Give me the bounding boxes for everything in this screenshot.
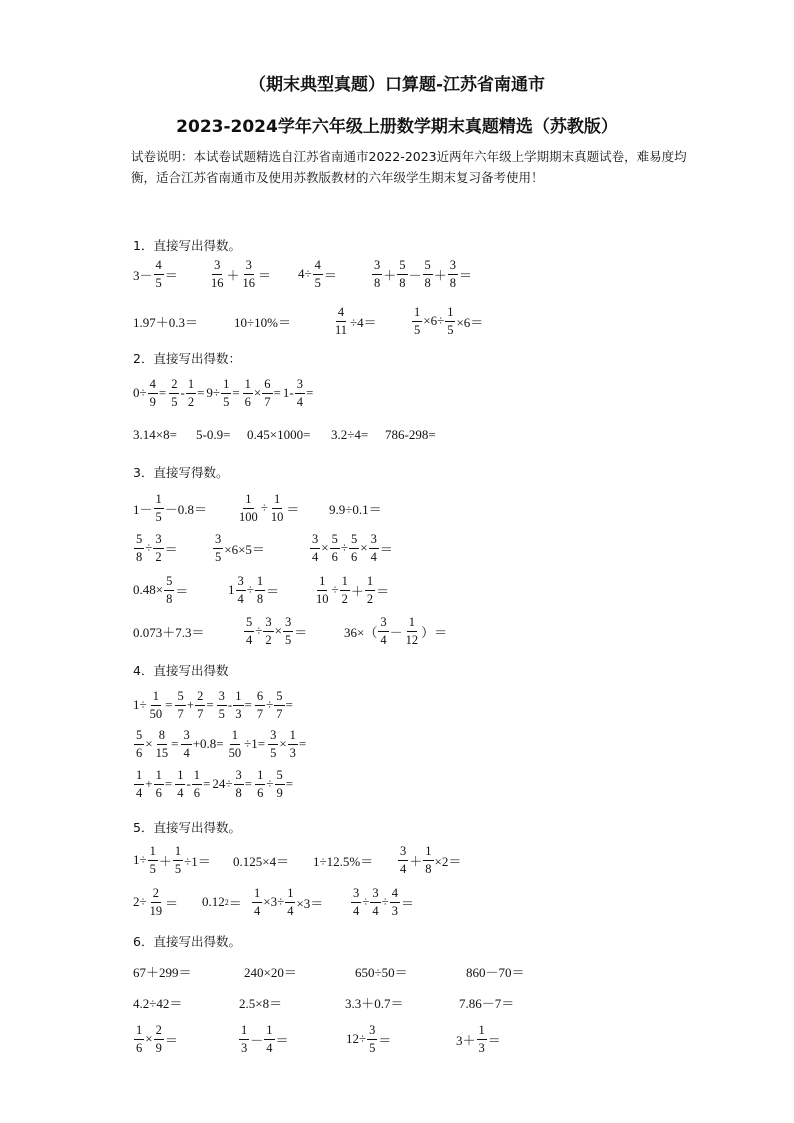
fraction: $\frac{1}{4}$ [136,768,143,800]
problem: $\frac{1}{10}$ ÷ $\frac{1}{2}$ ＋ $\frac{1}{2}$ ＝ [316,574,390,606]
fraction: $\frac{1}{6}$ [193,768,201,800]
fraction: $\frac{1}{4}$ [177,768,184,800]
fraction: $\frac{1}{3}$ [478,1023,485,1055]
fraction: $\frac{5}{9}$ [276,768,283,800]
section-2-heading: 2．直接写出得数： [133,351,241,366]
problem: $\frac{3}{4}$ ＋ $\frac{1}{8}$ ×2＝ [400,844,462,876]
section-4-row-3 [0,764,794,804]
section-3-heading: 3．直接写得数。 [133,465,229,480]
fraction: $\frac{1}{5}$ [414,305,421,337]
fraction: $\frac{1}{3}$ [235,689,242,721]
problem: $\frac{1}{6}$ × $\frac{2}{9}$ ＝ [136,1023,178,1055]
section-5-heading: 5．直接写出得数。 [133,820,241,835]
section-3-row-2 [0,528,794,568]
problem: 3.2÷4= [331,427,369,442]
fraction: $\frac{1}{5}$ [447,305,454,337]
problem: 5-0.9= [196,427,231,442]
section-1-row-1 [0,254,794,294]
fraction: $\frac{5}{8}$ [136,532,143,564]
problem: 1÷12.5%＝ [313,853,374,869]
problem: $\frac{5}{8}$ ÷ $\frac{3}{2}$ ＝ [136,532,178,564]
fraction: $\frac{5}{8}$ [399,258,406,290]
fraction: $\frac{1}{3}$ [289,728,296,760]
section-1-heading: 1．直接写出得数。 [133,238,241,253]
problem-list: $\frac{5}{6}$ × $\frac{8}{15}$ = $\frac{3}{4}$ +0.8= $\frac{1}{50}$ ÷1= $\frac{3}{5}$ × $\frac{1}{3}$ = [136,728,307,760]
problem: 36×（ $\frac{3}{4}$ － $\frac{1}{12}$ ）＝ [344,615,448,647]
section-3-row-3 [0,570,794,610]
fraction: $\frac{1}{6}$ [155,768,162,800]
fraction: $\frac{3}{8}$ [235,768,242,800]
fraction: $\frac{3}{4}$ [296,377,303,409]
problem: $\frac{3}{4}$ ÷ $\frac{3}{4}$ ÷ $\frac{4}{3}$ ＝ [353,886,415,918]
problem: $\frac{5}{4}$ ÷ $\frac{3}{2}$ × $\frac{3}{5}$ ＝ [246,615,308,647]
fraction: $\frac{5}{6}$ [136,728,143,760]
fraction: $\frac{5}{7}$ [177,689,184,721]
fraction: $\frac{3}{8}$ [449,258,457,290]
section-4-row-1 [0,685,794,725]
fraction: $\frac{1}{5}$ [155,492,162,524]
fraction: $\frac{1}{6}$ [244,377,251,409]
fraction: $\frac{4}{9}$ [149,377,156,409]
fraction: $\frac{1}{3}$ [241,1023,248,1055]
problem: 67＋299＝ [133,964,192,980]
fraction: $\frac{3}{4}$ [400,844,407,876]
fraction: $\frac{6}{7}$ [256,689,264,721]
fraction: $\frac{2}{7}$ [197,689,204,721]
fraction: $\frac{3}{5}$ [218,689,225,721]
fraction: $\frac{8}{15}$ [155,728,169,760]
fraction: $\frac{3}{5}$ [369,1023,376,1055]
fraction: $\frac{3}{4}$ [312,532,319,564]
exam-description: 试卷说明：本试卷试题精选自江苏省南通市2022-2023近两年六年级上学期期末真题试卷，难易度均衡，适合江苏省南通市及使用苏教版教材的六年级学生期末复习备考使用！ [131,149,687,185]
section-5-row-1 [0,840,794,880]
fraction: $\frac{1}{2}$ [366,574,374,606]
problem: 0.073＋7.3＝ [133,624,205,640]
fraction: $\frac{3}{4}$ [353,886,360,918]
problem: $\frac{1}{100}$ ÷ $\frac{1}{10}$ ＝ [239,492,300,524]
fraction: $\frac{3}{4}$ [237,574,244,606]
section-3-row-4 [0,611,794,651]
problem: $\frac{1}{5}$ ×6÷ $\frac{1}{5}$ ×6＝ [414,305,484,337]
section-2-row-1 [0,373,794,413]
page-title-line-1: （期末典型真题）口算题-江苏省南通市 [248,75,546,95]
section-6-heading: 6．直接写出得数。 [133,934,241,949]
section-6-row-2 [0,991,794,1013]
fraction: $\frac{1}{50}$ [228,728,242,760]
fraction: $\frac{1}{5}$ [174,844,182,876]
problem: 4.2÷42＝ [133,995,183,1011]
fraction: $\frac{3}{16}$ [242,258,256,290]
problem: $\frac{3}{16}$ ＋ $\frac{3}{16}$ ＝ [211,258,272,290]
problem: 0.125×4＝ [233,853,290,869]
page-title-line-2: 2023-2024学年六年级上册数学期末真题精选（苏教版） [176,117,618,137]
fraction: $\frac{1}{50}$ [149,689,163,721]
fraction: $\frac{1}{8}$ [256,574,264,606]
problem: 2÷ $\frac{2}{19}$ ＝ [133,886,179,918]
problem: 1÷ $\frac{1}{5}$ ＋ $\frac{1}{5}$ ÷1＝ [133,844,211,876]
fraction: $\frac{5}{6}$ [350,532,358,564]
fraction: $\frac{3}{4}$ [183,728,190,760]
problem: 1 $\frac{3}{4}$ ÷ $\frac{1}{8}$ ＝ [228,574,280,606]
problem: 650÷50＝ [355,964,408,980]
section-6-row-3 [0,1019,794,1059]
problem: $\frac{3}{4}$ × $\frac{5}{6}$ ÷ $\frac{5}{6}$ × $\frac{3}{4}$ ＝ [312,532,393,564]
problem: 0.45×1000= [247,427,311,442]
problem: 1－ $\frac{1}{5}$ －0.8＝ [133,492,208,524]
fraction: $\frac{1}{12}$ [405,615,419,647]
fraction: $\frac{4}{5}$ [314,258,321,290]
fraction: $\frac{3}{5}$ [215,532,222,564]
problem: 4÷ $\frac{4}{5}$ ＝ [298,258,337,290]
problem: $\frac{1}{4}$ ×3÷ $\frac{1}{4}$ ×3＝ [254,886,324,918]
problem: 786-298= [385,427,436,442]
problem: 240×20＝ [244,964,297,980]
section-1-row-2 [0,301,794,341]
fraction: $\frac{4}{3}$ [391,886,399,918]
fraction: $\frac{1}{6}$ [136,1023,143,1055]
section-3-row-1 [0,488,794,528]
section-4-heading: 4．直接写出得数 [133,663,229,678]
fraction: $\frac{2}{5}$ [171,377,178,409]
problem: $\frac{3}{8}$ ＋ $\frac{5}{8}$ － $\frac{5}{8}$ ＋ $\frac{3}{8}$ ＝ [374,258,473,290]
fraction: $\frac{4}{11}$ [335,305,348,337]
section-2-row-2 [0,424,794,446]
problem: 3－ $\frac{4}{5}$ ＝ [133,258,178,290]
fraction: $\frac{5}{8}$ [424,258,431,290]
fraction: $\frac{3}{5}$ [284,615,292,647]
fraction: $\frac{1}{5}$ [223,377,230,409]
fraction: $\frac{5}{4}$ [246,615,253,647]
fraction: $\frac{4}{5}$ [155,258,162,290]
fraction: $\frac{1}{2}$ [341,574,348,606]
fraction: $\frac{3}{4}$ [372,886,379,918]
fraction: $\frac{1}{6}$ [257,768,264,800]
fraction: $\frac{1}{2}$ [187,377,195,409]
problem: $\frac{1}{3}$ － $\frac{1}{4}$ ＝ [241,1023,289,1055]
problem: 3.3＋0.7＝ [345,995,404,1011]
section-5-row-2 [0,882,794,922]
problem: 3＋ $\frac{1}{3}$ ＝ [456,1023,501,1055]
fraction: $\frac{3}{5}$ [270,728,277,760]
fraction: $\frac{5}{8}$ [166,574,173,606]
fraction: $\frac{5}{7}$ [276,689,283,721]
fraction: $\frac{3}{2}$ [265,615,272,647]
section-6-row-1 [0,960,794,982]
problem: $\frac{3}{5}$ ×6×5＝ [215,532,265,564]
fraction: $\frac{3}{8}$ [374,258,381,290]
fraction: $\frac{6}{7}$ [264,377,271,409]
problem: 2.5×8＝ [239,995,283,1011]
problem: 1.97＋0.3＝ [133,314,199,330]
fraction: $\frac{1}{10}$ [270,492,284,524]
problem: $\frac{4}{11}$ ÷4＝ [335,305,377,337]
fraction: $\frac{1}{8}$ [425,844,432,876]
fraction: $\frac{3}{4}$ [380,615,387,647]
problem: 7.86－7＝ [459,995,515,1011]
problem-list: 0÷ $\frac{4}{9}$ = $\frac{2}{5}$ - $\frac{1}{2}$ = 9÷ $\frac{1}{5}$ = $\frac{1}{6}$ × $\frac{6}{7}$ = 1- $\frac{3}{4}$ = [133,377,314,409]
fraction: $\frac{5}{6}$ [331,532,338,564]
problem: 3.14×8= [133,427,177,442]
fraction: $\frac{1}{4}$ [287,886,294,918]
problem: 12÷ $\frac{3}{5}$ ＝ [346,1023,392,1055]
problem-list: $\frac{1}{4}$ + $\frac{1}{6}$ = $\frac{1}{4}$ - $\frac{1}{6}$ = 24÷ $\frac{3}{8}$ = $\frac{1}{6}$ ÷ $\frac{5}{9}$ = [136,768,294,800]
problem: 860－70＝ [466,964,525,980]
fraction: $\frac{3}{16}$ [211,258,224,290]
fraction: $\frac{2}{19}$ [149,886,163,918]
fraction: $\frac{3}{2}$ [155,532,162,564]
section-4-row-2 [0,724,794,764]
problem: 9.9÷0.1＝ [329,501,382,517]
fraction: $\frac{1}{4}$ [254,886,261,918]
fraction: $\frac{1}{4}$ [266,1023,273,1055]
fraction: $\frac{2}{9}$ [155,1023,162,1055]
problem: 0.48× $\frac{5}{8}$ ＝ [133,574,189,606]
fraction: $\frac{3}{4}$ [370,532,377,564]
problem: 10÷10%＝ [234,314,291,330]
fraction: $\frac{1}{10}$ [316,574,329,606]
problem-list: 1÷ $\frac{1}{50}$ = $\frac{5}{7}$ + $\frac{2}{7}$ = $\frac{3}{5}$ - $\frac{1}{3}$ = $\frac{6}{7}$ ÷ $\frac{5}{7}$ = [133,689,293,721]
problem: 0.12 2 ＝ [202,894,242,911]
fraction: $\frac{1}{5}$ [149,844,156,876]
fraction: $\frac{1}{100}$ [239,492,258,524]
